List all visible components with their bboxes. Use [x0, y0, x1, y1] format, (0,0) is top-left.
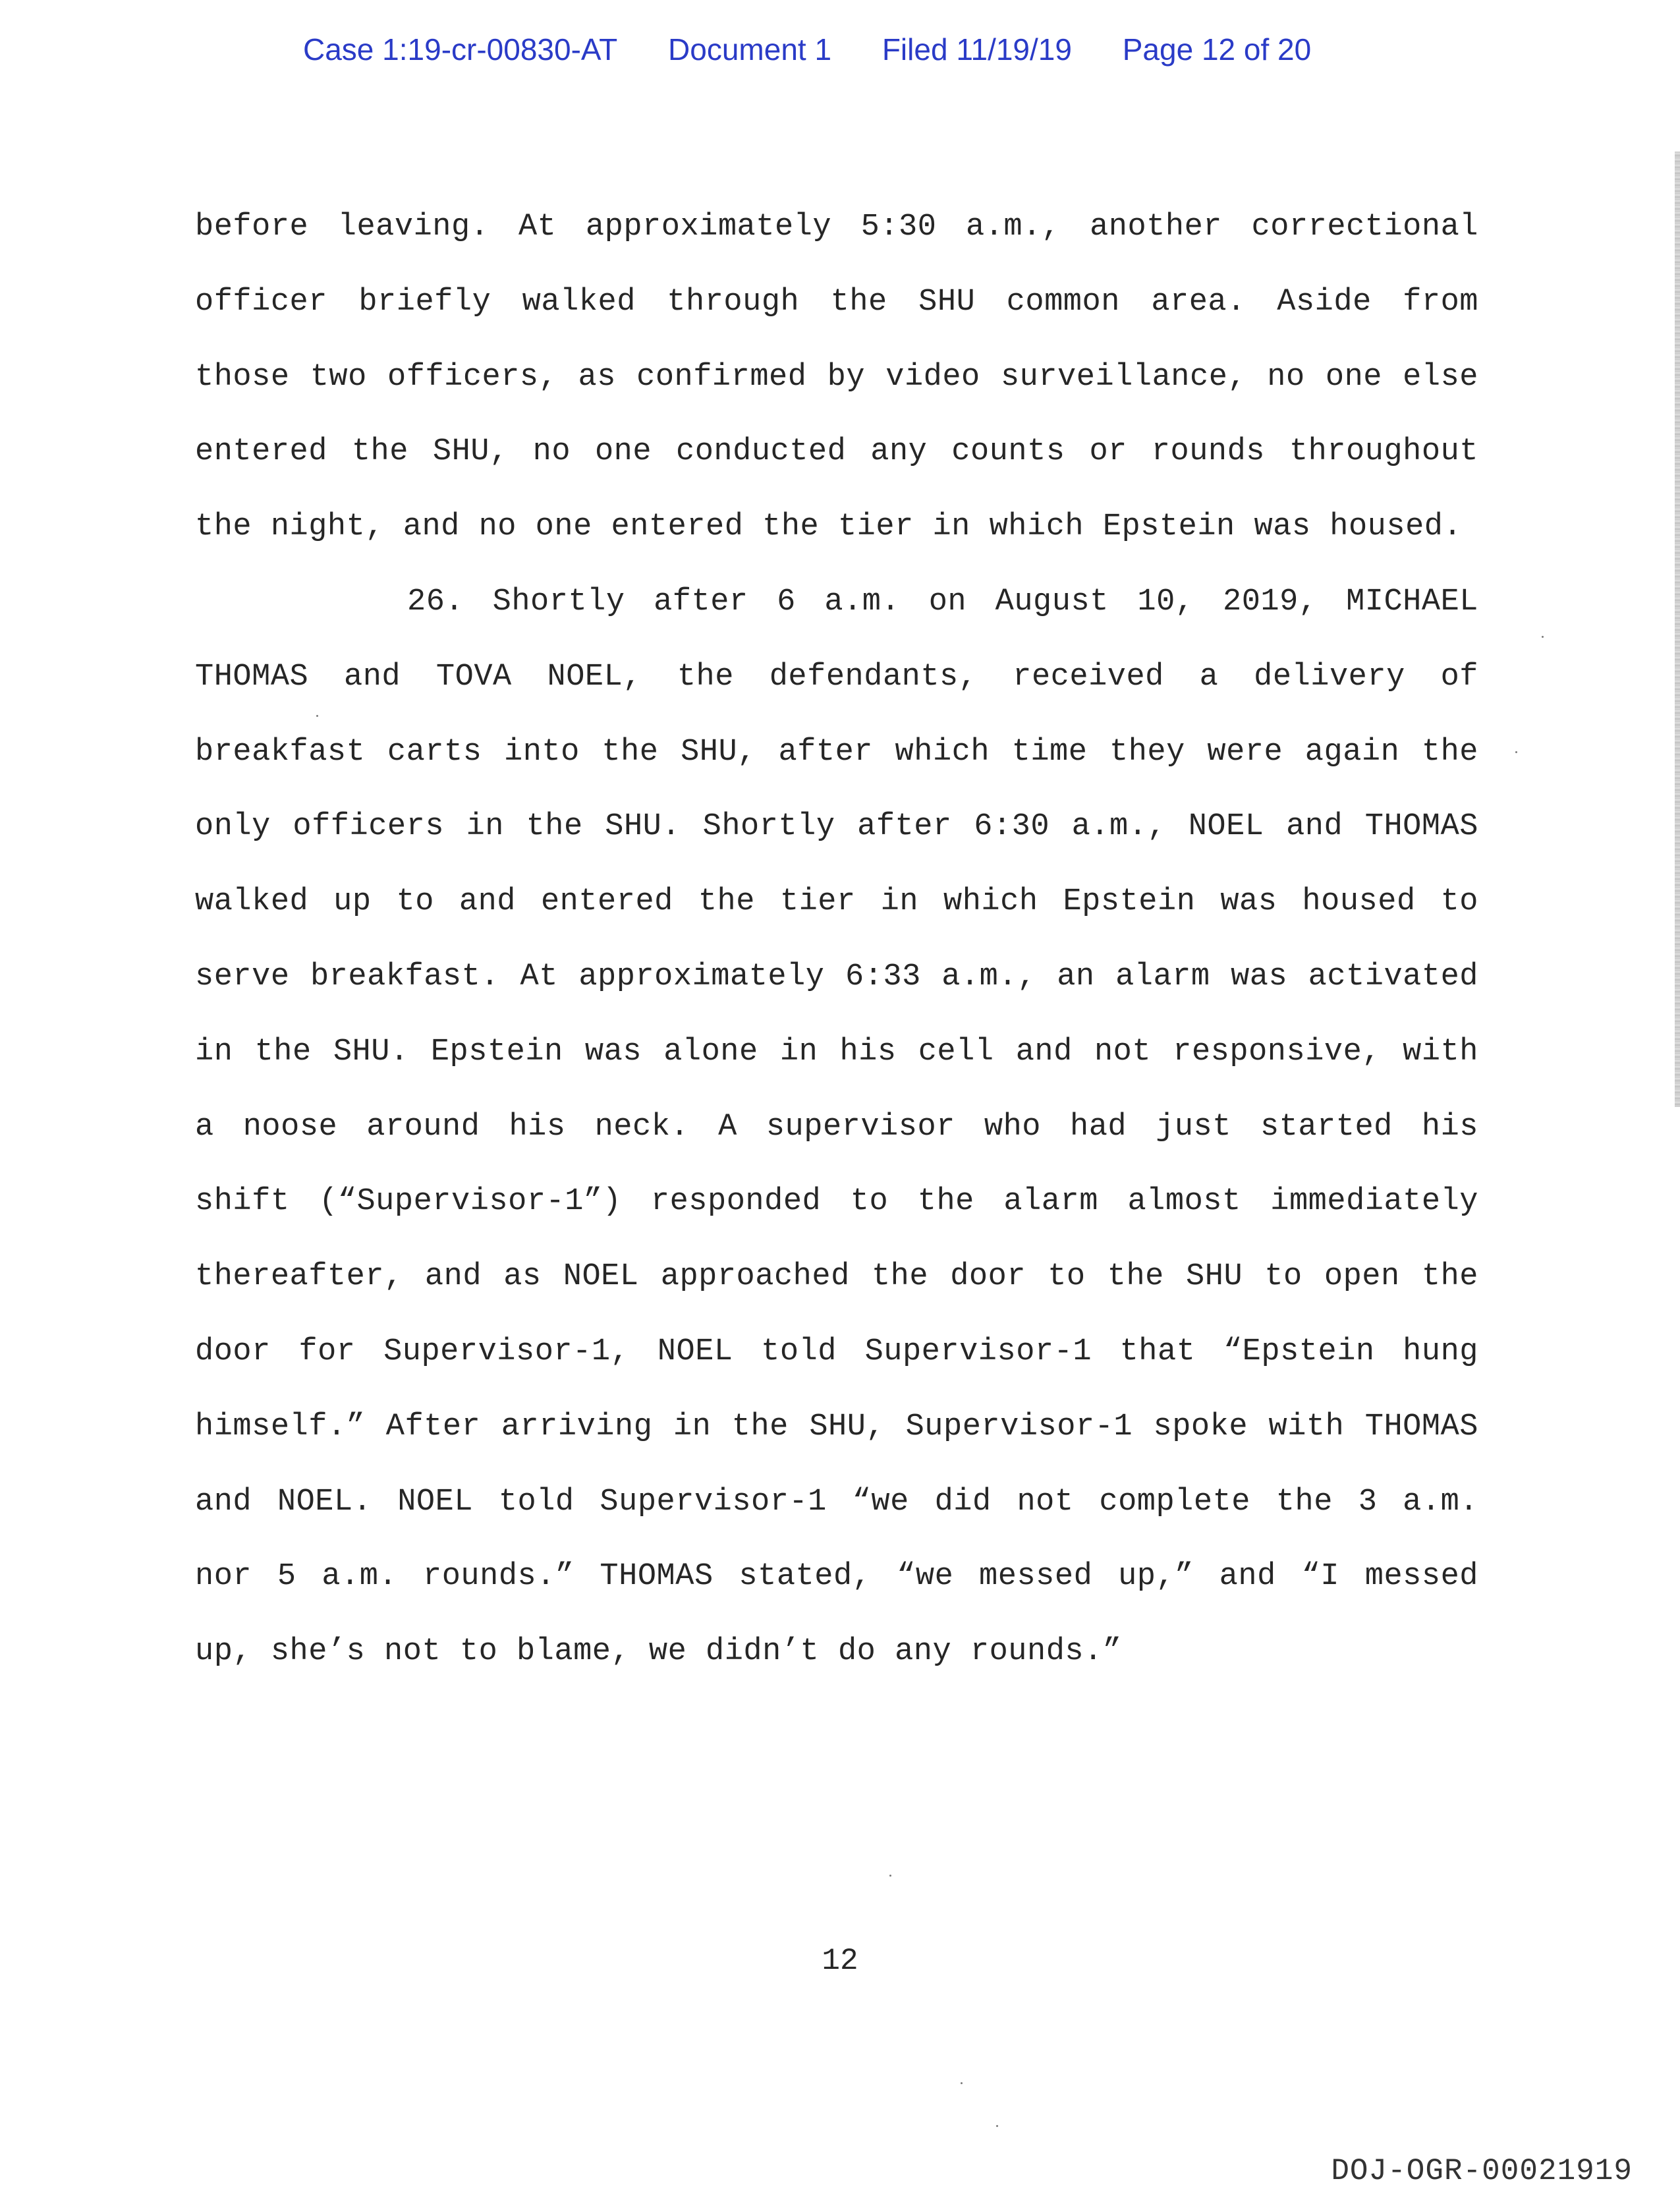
paragraph-continuation: before leaving. At approximately 5:30 a.m., another correctional officer briefly walked through the SHU common area. Aside from those two officers, as confirmed by video surveillance, no one else entered the SHU, no one conducted any counts or rounds throughout the night, and no one entered the tier in which Epstein was housed. — [195, 210, 1478, 545]
document-number: Document 1 — [668, 32, 832, 67]
page-number: 12 — [822, 1944, 858, 1978]
case-number: Case 1:19-cr-00830-AT — [303, 32, 618, 67]
court-filing-header — [303, 32, 1423, 67]
scan-edge-artifact — [1675, 152, 1680, 1107]
filed-date: Filed 11/19/19 — [882, 32, 1072, 67]
scan-speck — [996, 2125, 998, 2127]
scan-speck — [1542, 636, 1544, 638]
scan-speck — [316, 715, 318, 717]
page-of-total: Page 12 of 20 — [1122, 32, 1312, 67]
body-text — [195, 190, 1478, 1689]
bates-number: DOJ-OGR-00021919 — [1331, 2154, 1633, 2188]
scan-speck — [1515, 751, 1517, 753]
scan-speck — [961, 2082, 963, 2084]
scan-speck — [889, 1875, 891, 1877]
paragraph-26: 26. Shortly after 6 a.m. on August 10, 2019, MICHAEL THOMAS and TOVA NOEL, the defendants, received a delivery of breakfast carts into the SHU, after which time they were again the only officers in the SHU. Shortly after 6:30 a.m., NOEL and THOMAS walked up to and entered the tier in which Epstein was housed to serve breakfast. At approximately 6:33 a.m., an alarm was activated in the SHU. Epstein was alone in his cell and not responsive, with a noose around his neck. A supervisor who had just started his shift (“Supervisor-1”) responded to the alarm almost immediately thereafter, and as NOEL approached the door to the SHU to open the door for Supervisor-1, NOEL told Supervisor-1 that “Epstein hung himself.” After arriving in the SHU, Supervisor-1 spoke with THOMAS and NOEL. NOEL told Supervisor-1 “we did not complete the 3 a.m. nor 5 a.m. rounds.” THOMAS stated, “we messed up,” and “I messed up, she’s not to blame, we didn’t do any rounds.” — [195, 584, 1478, 1670]
